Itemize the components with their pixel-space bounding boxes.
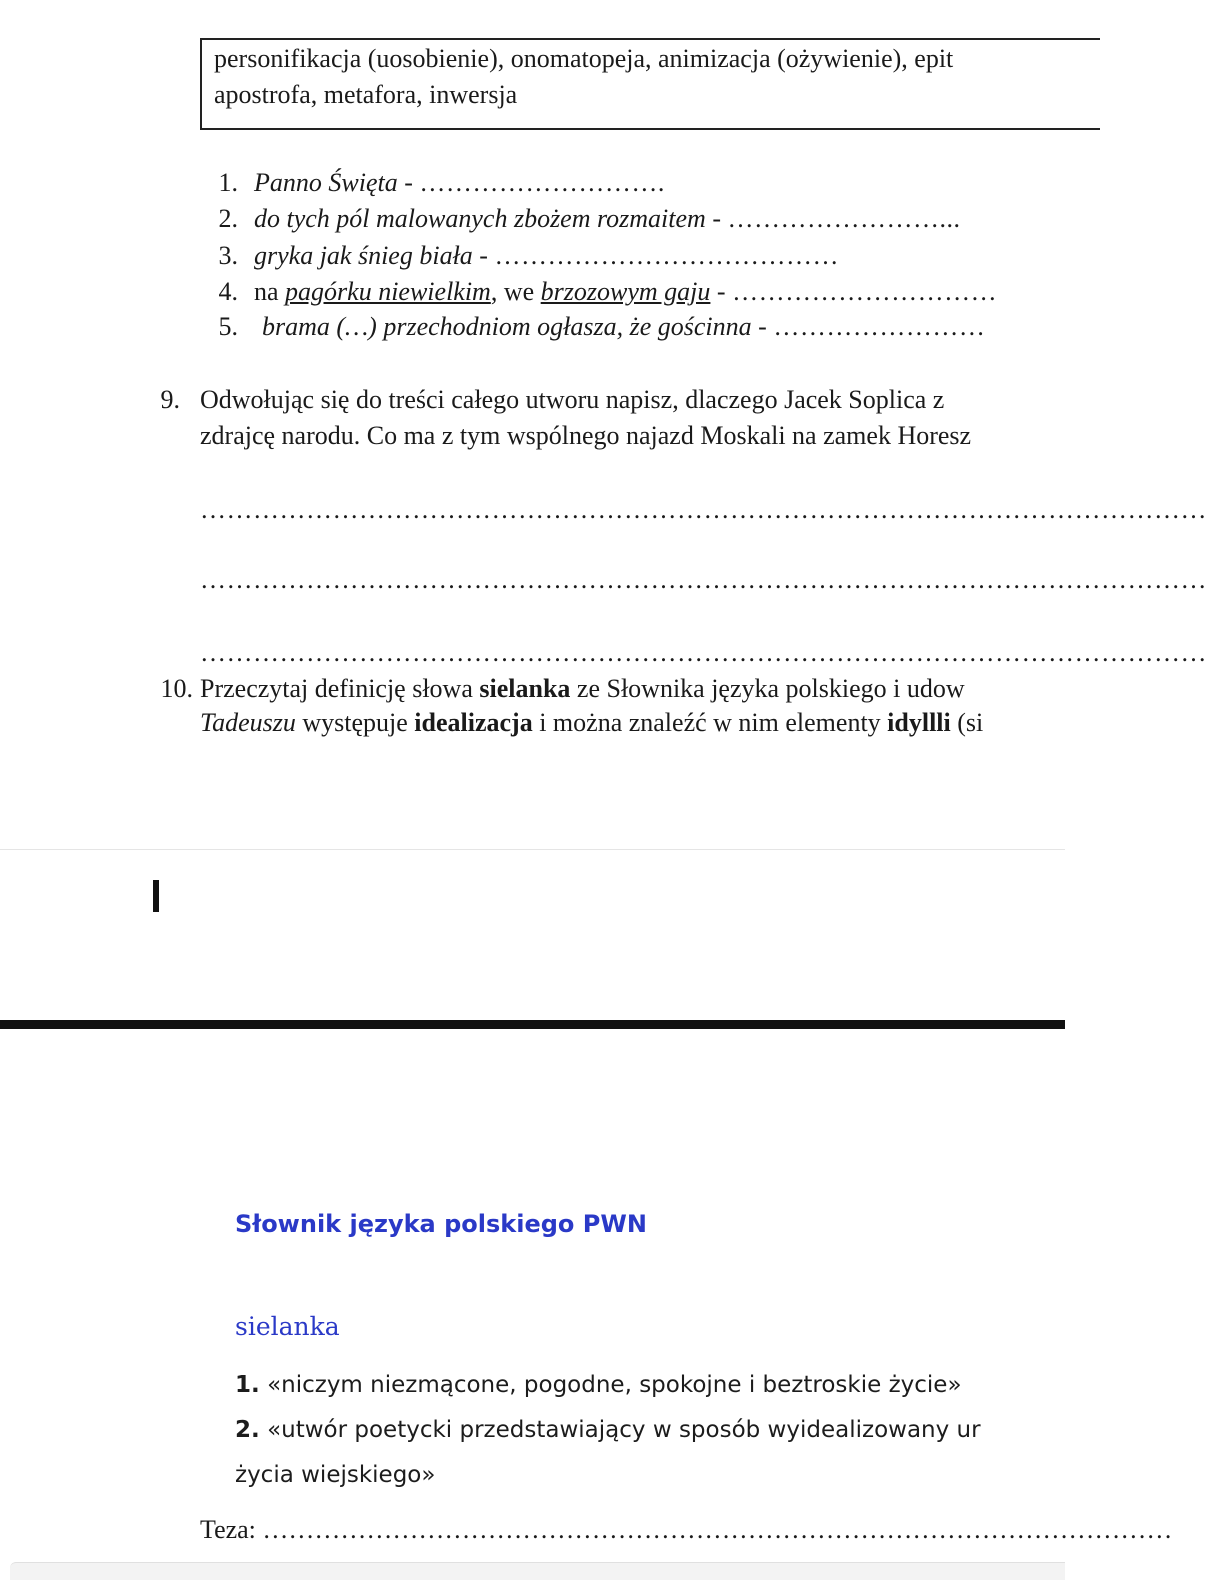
- list-text: Panno Święta -: [254, 168, 413, 197]
- answer-line[interactable]: ……………………………………………………………………………………………………: [200, 565, 1207, 594]
- answer-line[interactable]: ……………………………………………………………………………………………………: [200, 495, 1207, 524]
- answer-blank[interactable]: ……………………...: [727, 204, 961, 233]
- keyword-sielanka: sielanka: [479, 674, 571, 703]
- definition-continuation: [235, 1462, 435, 1488]
- keyword-idealizacja: idealizacja: [414, 708, 533, 737]
- question-9-line-1: Odwołując się do treści całego utworu napisz, dlaczego Jacek Soplica z: [200, 385, 945, 414]
- thesis-line: [200, 1515, 1173, 1545]
- list-text: do tych pól malowanych zbożem rozmaitem -: [254, 204, 721, 233]
- definition-text: «niczym niezmącone, pogodne, spokojne i beztroskie życie»: [267, 1372, 962, 1398]
- question-text: ze Słownika języka polskiego i udow: [576, 674, 965, 703]
- answer-line[interactable]: ……………………………………………………………………………………………………: [200, 638, 1207, 667]
- keyword-idylli: idyllli: [887, 708, 951, 737]
- list-number: 5.: [218, 312, 238, 341]
- list-text: , we: [490, 277, 535, 306]
- question-text: i można znaleźć w nim elementy: [539, 708, 881, 737]
- answer-blank[interactable]: ……………………………………………………………………………………………: [262, 1515, 1173, 1544]
- answer-blank[interactable]: ……………………….: [419, 168, 665, 197]
- figures-line-2: apostrofa, metafora, inwersja: [214, 80, 518, 109]
- list-number: 3.: [218, 241, 238, 270]
- dictionary-title: Słownik języka polskiego PWN: [235, 1210, 647, 1238]
- list-number: 2.: [218, 204, 238, 233]
- definition-text: «utwór poetycki przedstawiający w sposób wyidealizowany ur: [267, 1417, 981, 1443]
- list-number: 1.: [218, 168, 238, 197]
- question-10-line-2: [200, 708, 983, 738]
- list-text: na: [254, 277, 279, 306]
- section-divider: [0, 1020, 1065, 1029]
- definition-item: [235, 1372, 962, 1398]
- definition-number: 1.: [235, 1372, 260, 1398]
- question-text: występuje: [302, 708, 408, 737]
- dictionary-headword: sielanka: [235, 1312, 340, 1341]
- question-9-line-2: zdrajcę narodu. Co ma z tym wspólnego najazd Moskali na zamek Horesz: [200, 421, 972, 450]
- list-text: -: [716, 277, 726, 306]
- answer-blank[interactable]: ……………………: [773, 312, 986, 341]
- list-text: brama (…) przechodniom ogłasza, że gościnna -: [262, 312, 767, 341]
- definition-item: [235, 1417, 981, 1443]
- answer-blank[interactable]: …………………………: [732, 277, 998, 306]
- figures-line-1: personifikacja (uosobienie), onomatopeja, animizacja (ożywienie), epit: [214, 44, 954, 73]
- question-text: Przeczytaj definicję słowa: [200, 674, 473, 703]
- bottom-panel-edge: [10, 1562, 1065, 1580]
- figures-box: [200, 38, 1100, 130]
- definition-text: życia wiejskiego»: [235, 1462, 436, 1488]
- text-cursor-icon: [153, 880, 159, 912]
- question-text: (si: [957, 708, 984, 737]
- page-divider: [0, 849, 1065, 850]
- definition-number: 2.: [235, 1417, 260, 1443]
- question-10-number: 10.: [160, 674, 193, 703]
- list-text: gryka jak śnieg biała -: [254, 241, 488, 270]
- underlined-phrase: brzozowym gaju: [540, 277, 711, 306]
- question-10-line-1: [200, 674, 965, 704]
- list-number: 4.: [218, 277, 238, 306]
- underlined-phrase: pagórku niewielkim: [285, 277, 491, 306]
- question-9-number: 9.: [160, 385, 180, 414]
- title-italic: Tadeuszu: [200, 708, 296, 737]
- answer-blank[interactable]: …………………………………: [494, 241, 839, 270]
- thesis-label: Teza:: [200, 1515, 256, 1544]
